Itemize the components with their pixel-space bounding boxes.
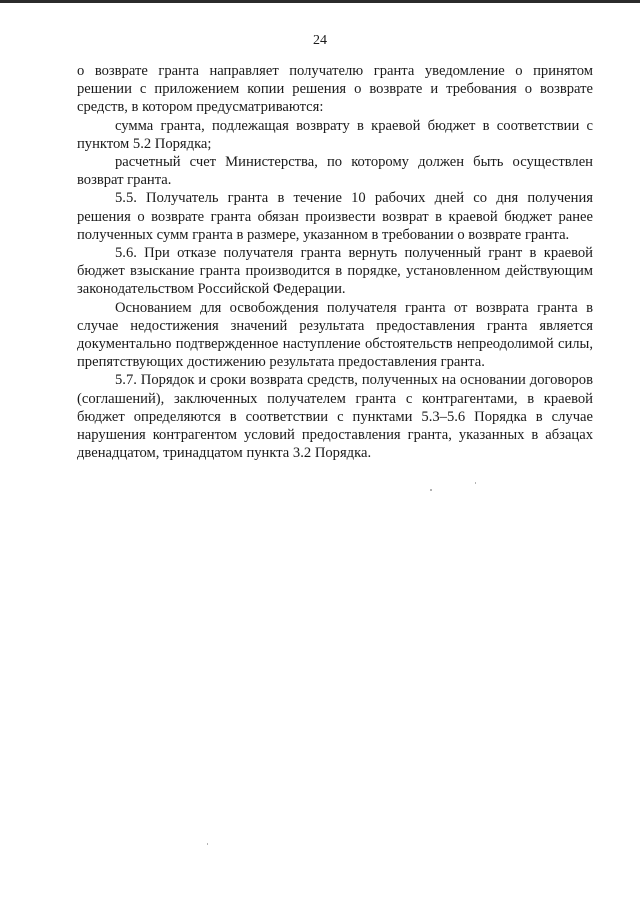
paragraph-force-majeure: Основанием для освобождения получателя гранта от возврата гранта в случае недостижения значений результата предоставления гранта является документально подтвержденное наступление обстоятельств непреодолимой силы, препятствующих достижению результата предоставления гранта. [77, 299, 593, 371]
document-body [77, 62, 593, 462]
page-number: 24 [313, 33, 327, 48]
scan-speck [207, 843, 208, 845]
paragraph-5-6: 5.6. При отказе получателя гранта вернуть полученный грант в краевой бюджет взыскание гранта производится в порядке, установленном действующим законодательством Российской Федерации. [77, 245, 593, 298]
paragraph-continuation: о возврате гранта направляет получателю гранта уведомление о принятом решении с приложением копии решения о возврате и требования о возврате средств, в котором предусматриваются: [77, 63, 593, 116]
paragraph-grant-amount: сумма гранта, подлежащая возврату в краевой бюджет в соответствии с пунктом 5.2 Порядка; [77, 117, 593, 152]
paragraph-settlement-account: расчетный счет Министерства, по которому должен быть осуществлен возврат гранта. [77, 154, 593, 189]
paragraph-5-7: 5.7. Порядок и сроки возврата средств, полученных на основании договоров (соглашений), заключенных получателем гранта с контрагентами, в краевой бюджет определяются в соответствии с пунктами 5.3–5.6 Порядка в случае нарушения контрагентом условий предоставления гранта, указанных в абзацах двенадцатом, тринадцатом пункта 3.2 Порядка. [77, 372, 593, 462]
scan-speck [475, 482, 476, 484]
scan-speck [430, 489, 432, 491]
paragraph-5-5: 5.5. Получатель гранта в течение 10 рабочих дней со дня получения решения о возврате гранта обязан произвести возврат в краевой бюджет ранее полученных сумм гранта в размере, указанном в требовании о возврате гранта. [77, 190, 593, 243]
scan-top-edge [0, 0, 640, 3]
